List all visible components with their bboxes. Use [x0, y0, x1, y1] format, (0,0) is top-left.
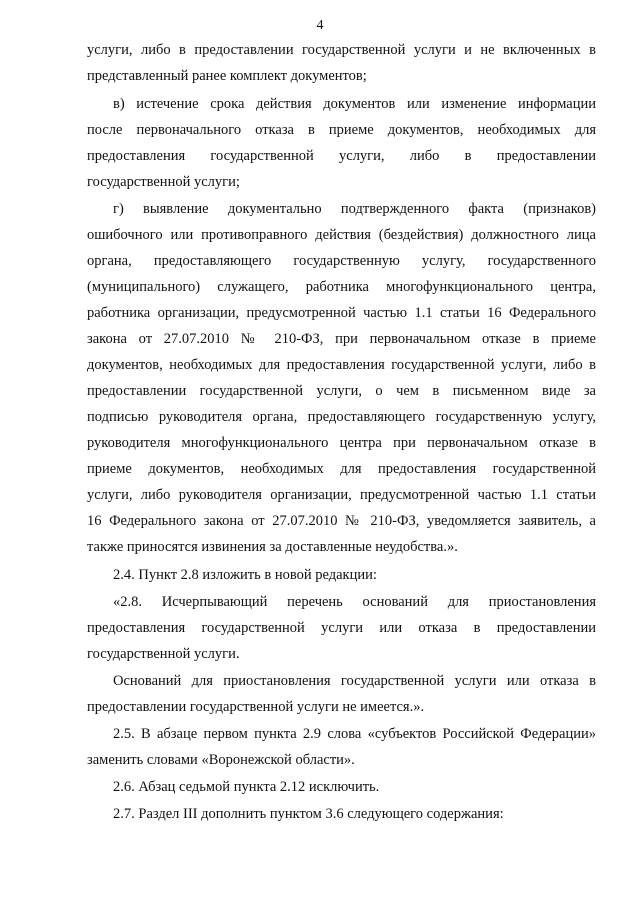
text-line: представленный ранее комплект документов; [87, 68, 367, 84]
text-line: приеме документов, необходимых для предоставления государственной [87, 461, 596, 477]
text-line: закона от 27.07.2010 № 210-ФЗ, при первоначальном отказе в приеме [87, 331, 596, 347]
text-line: услуги, либо руководителя организации, предусмотренной частью 1.1 статьи [87, 487, 596, 503]
text-line: 2.6. Абзац седьмой пункта 2.12 исключить. [113, 779, 380, 795]
text-line: подписью руководителя органа, предоставляющего государственную услугу, [87, 409, 596, 425]
text-line: документов, необходимых для предоставления государственной услуги, либо в [87, 357, 596, 373]
text-line: 2.4. Пункт 2.8 изложить в новой редакции: [113, 567, 377, 583]
text-line: «2.8. Исчерпывающий перечень оснований для приостановления [113, 594, 596, 610]
text-line: в) истечение срока действия документов или изменение информации [113, 96, 596, 112]
text-line: заменить словами «Воронежской области». [87, 752, 355, 768]
text-line: ошибочного или противоправного действия (бездействия) должностного лица [87, 227, 596, 243]
text-line: органа, предоставляющего государственную услугу, государственного [87, 253, 596, 269]
text-line: услуги, либо в предоставлении государственной услуги и не включенных в [87, 42, 596, 58]
text-line: Оснований для приостановления государственной услуги или отказа в [113, 673, 596, 689]
text-line: 2.7. Раздел III дополнить пунктом 3.6 следующего содержания: [113, 806, 504, 822]
text-line: после первоначального отказа в приеме документов, необходимых для [87, 122, 596, 138]
page-number: 4 [316, 18, 324, 33]
text-line: государственной услуги. [87, 646, 240, 662]
text-line: предоставлении государственной услуги не имеется.». [87, 699, 425, 715]
text-line: также приносятся извинения за доставленные неудобства.». [87, 539, 458, 555]
text-line: предоставлении государственной услуги, о чем в письменном виде за [87, 383, 596, 399]
text-line: предоставления государственной услуги или отказа в предоставлении [87, 620, 596, 636]
text-line: руководителя многофункционального центра при первоначальном отказе в [87, 435, 596, 451]
text-line: 16 Федерального закона от 27.07.2010 № 210-ФЗ, уведомляется заявитель, а [87, 513, 596, 529]
text-line: г) выявление документально подтвержденного факта (признаков) [113, 201, 596, 217]
text-line: государственной услуги; [87, 174, 240, 190]
text-line: 2.5. В абзаце первом пункта 2.9 слова «субъектов Российской Федерации» [113, 726, 596, 742]
text-line: (муниципального) служащего, работника многофункционального центра, [87, 279, 596, 295]
text-line: предоставления государственной услуги, либо в предоставлении [87, 148, 596, 164]
text-line: работника организации, предусмотренной частью 1.1 статьи 16 Федерального [87, 305, 596, 321]
